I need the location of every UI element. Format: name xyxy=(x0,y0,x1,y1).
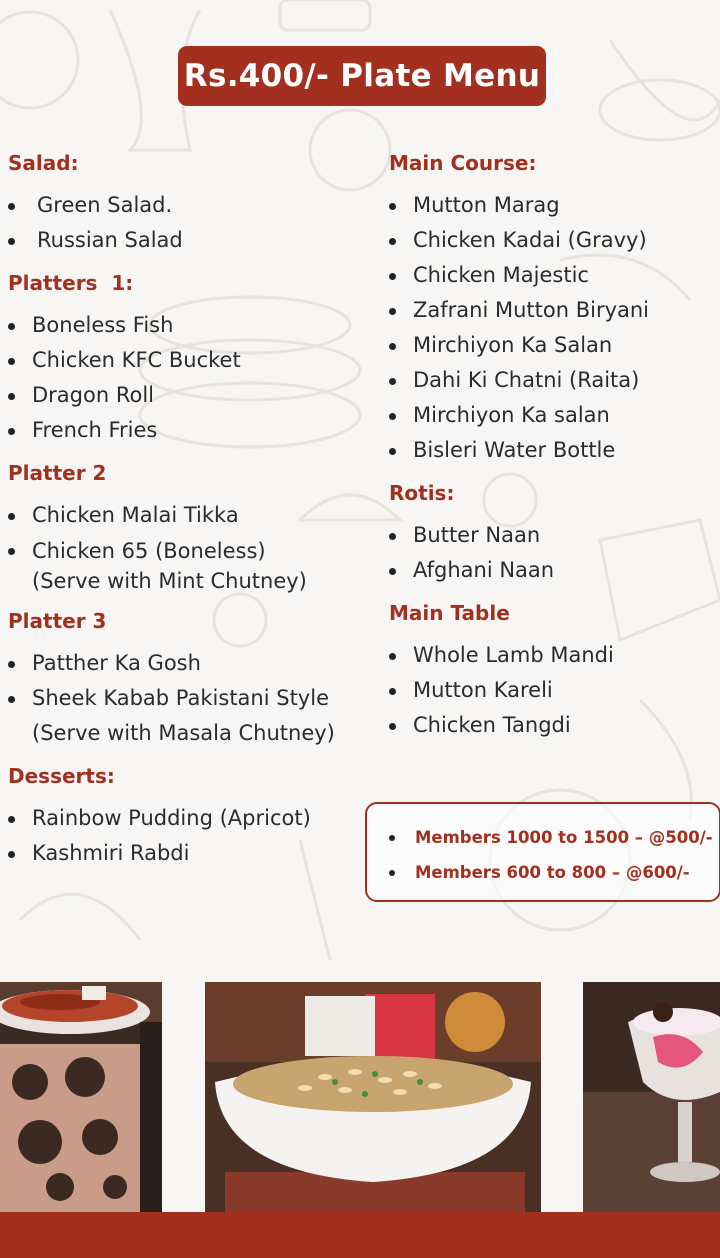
main-table-list xyxy=(389,638,719,743)
platters-1-list xyxy=(8,308,358,448)
pricing-list xyxy=(367,804,719,890)
list-item xyxy=(8,533,358,596)
list-item: Afghani Naan xyxy=(389,553,719,588)
dessert-cup-photo xyxy=(583,982,720,1212)
section-heading-platter-2: Platter 2 xyxy=(8,461,107,485)
desserts-list xyxy=(8,801,358,871)
section-heading-main-course: Main Course: xyxy=(389,151,537,175)
list-item: Butter Naan xyxy=(389,518,719,553)
salad-list xyxy=(8,188,358,258)
pricing-item: Members 600 to 800 – @600/- xyxy=(387,855,719,890)
list-item: Dahi Ki Chatni (Raita) xyxy=(389,363,719,398)
list-item: Patther Ka Gosh xyxy=(8,646,358,681)
section-heading-desserts: Desserts: xyxy=(8,764,115,788)
list-item: Zafrani Mutton Biryani xyxy=(389,293,719,328)
list-item-label: Sheek Kabab Pakistani Style xyxy=(32,686,329,710)
list-item: Dragon Roll xyxy=(8,378,358,413)
main-course-list xyxy=(389,188,719,468)
list-item: Mutton Marag xyxy=(389,188,719,223)
list-item: French Fries xyxy=(8,413,358,448)
footer-bar xyxy=(0,1212,720,1258)
list-item: Bisleri Water Bottle xyxy=(389,433,719,468)
list-item: Green Salad. xyxy=(8,188,358,223)
list-item: Mirchiyon Ka salan xyxy=(389,398,719,433)
list-item: Whole Lamb Mandi xyxy=(389,638,719,673)
list-item-label: Chicken 65 (Boneless) xyxy=(32,539,266,563)
haleem-bowl-photo xyxy=(205,982,541,1222)
section-heading-platter-3: Platter 3 xyxy=(8,609,107,633)
list-item: Chicken KFC Bucket xyxy=(8,343,358,378)
list-item: Mutton Kareli xyxy=(389,673,719,708)
pricing-item: Members 1000 to 1500 – @500/- xyxy=(387,820,719,855)
page-title: Rs.400/- Plate Menu xyxy=(178,46,546,106)
platter-2-list xyxy=(8,498,358,596)
section-heading-salad: Salad: xyxy=(8,151,79,175)
serving-note: (Serve with Mint Chutney) xyxy=(32,569,307,593)
list-item: Mirchiyon Ka Salan xyxy=(389,328,719,363)
list-item: Chicken Malai Tikka xyxy=(8,498,358,533)
list-item: Rainbow Pudding (Apricot) xyxy=(8,801,358,836)
list-item: Chicken Majestic xyxy=(389,258,719,293)
list-item: Chicken Kadai (Gravy) xyxy=(389,223,719,258)
biryani-platter-photo xyxy=(0,982,162,1212)
section-heading-main-table: Main Table xyxy=(389,601,510,625)
serving-note: (Serve with Masala Chutney) xyxy=(32,721,335,745)
list-item xyxy=(8,681,358,751)
list-item: Chicken Tangdi xyxy=(389,708,719,743)
right-menu-column xyxy=(389,148,719,753)
member-pricing-box xyxy=(365,802,720,902)
platter-3-list xyxy=(8,646,358,751)
left-menu-column xyxy=(8,148,358,881)
rotis-list xyxy=(389,518,719,588)
section-heading-rotis: Rotis: xyxy=(389,481,455,505)
list-item: Kashmiri Rabdi xyxy=(8,836,358,871)
list-item: Russian Salad xyxy=(8,223,358,258)
list-item: Boneless Fish xyxy=(8,308,358,343)
section-heading-platters-1: Platters 1: xyxy=(8,271,134,295)
